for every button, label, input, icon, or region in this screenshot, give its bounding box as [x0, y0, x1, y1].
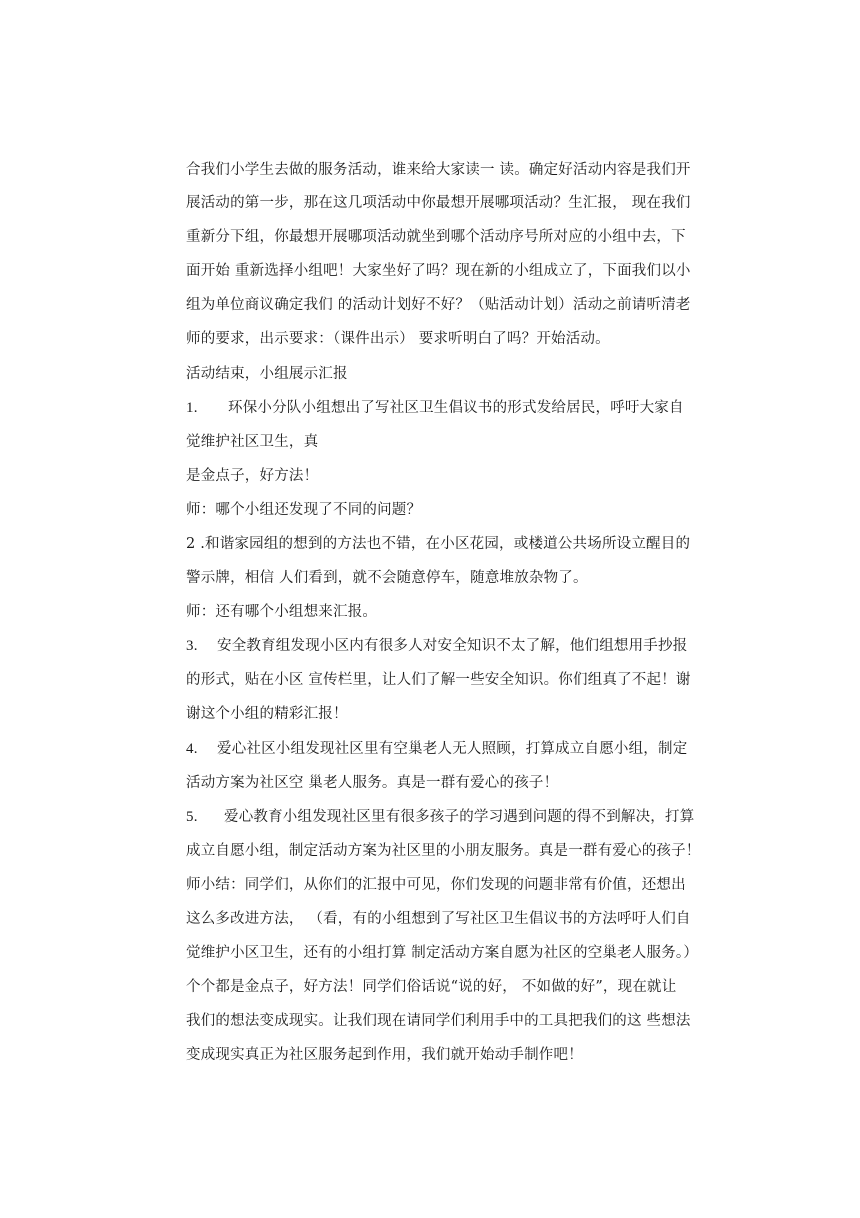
list-number: 1. [186, 400, 198, 416]
list-item-1 [186, 398, 684, 418]
section-heading: 活动结束，小组展示汇报 [186, 366, 348, 382]
paragraph-line: 我们的想法变成现实。让我们现在请同学们利用手中的工具把我们的这 些想法 [186, 1013, 691, 1029]
paragraph-line: 谢这个小组的精彩汇报！ [186, 706, 348, 722]
list-number: 3. [186, 638, 198, 654]
list-number: 5. [186, 809, 198, 825]
list-item-5 [186, 807, 694, 827]
paragraph-line: 师小结：同学们，从你们的汇报中可见，你们发现的问题非常有价值，还想出 [186, 877, 686, 893]
paragraph-line: 师的要求，出示要求：（课件出示） 要求听明白了吗？开始活动。 [186, 331, 610, 347]
list-text: 环保小分队小组想出了写社区卫生倡议书的形式发给居民，呼吁大家自 [228, 400, 684, 416]
paragraph-line: 变成现实真正为社区服务起到作用，我们就开始动手制作吧！ [186, 1047, 583, 1063]
list-item-4 [186, 739, 687, 759]
paragraph-line: 的形式，贴在小区 宣传栏里，让人们了解一些安全知识。你们组真了不起！谢 [186, 672, 691, 688]
list-number: 4. [186, 741, 198, 757]
paragraph-line: 师：哪个小组还发现了不同的问题？ [186, 502, 422, 518]
paragraph-line: 师：还有哪个小组想来汇报。 [186, 604, 378, 620]
list-item-2: 2 .和谐家园组的想到的方法也不错，在小区花园，或楼道公共场所设立醒目的 [186, 536, 691, 552]
paragraph-line: 个个都是金点子，好方法！同学们俗话说“说的好， 不如做的好”，现在就让 [186, 979, 677, 995]
paragraph-line: 是金点子，好方法！ [186, 468, 319, 484]
list-text: 爱心教育小组发现社区里有很多孩子的学习遇到问题的得不到解决，打算 [224, 809, 695, 825]
paragraph-line: 面开始 重新选择小组吧！大家坐好了吗？现在新的小组成立了，下面我们以小 [186, 263, 691, 279]
list-item-3 [186, 636, 687, 656]
paragraph-line: 觉维护社区卫生，真 [186, 434, 319, 450]
paragraph-line: 组为单位商议确定我们 的活动计划好不好？（贴活动计划）活动之前请听清老 [186, 297, 691, 313]
paragraph-line: 合我们小学生去做的服务活动，谁来给大家读一 读。确定好活动内容是我们开 [186, 162, 691, 178]
paragraph-line: 觉维护小区卫生，还有的小组打算 制定活动方案自愿为社区的空巢老人服务。） [186, 945, 699, 961]
list-text: 安全教育组发现小区内有很多人对安全知识不太了解，他们组想用手抄报 [217, 638, 688, 654]
paragraph-line: 展活动的第一步，那在这几项活动中你最想开展哪项活动？生汇报， 现在我们 [186, 195, 691, 211]
paragraph-line: 这么多改进方法， （看，有的小组想到了写社区卫生倡议书的方法呼吁人们自 [186, 911, 691, 927]
paragraph-line: 活动方案为社区空 巢老人服务。真是一群有爱心的孩子！ [186, 775, 559, 791]
paragraph-line: 警示牌，相信 人们看到，就不会随意停车，随意堆放杂物了。 [186, 570, 588, 586]
paragraph-line: 重新分下组，你最想开展哪项活动就坐到哪个活动序号所对应的小组中去，下 [186, 229, 686, 245]
list-text: 爱心社区小组发现社区里有空巢老人无人照顾，打算成立自愿小组，制定 [217, 741, 688, 757]
paragraph-line: 成立自愿小组，制定活动方案为社区里的小朋友服务。真是一群有爱心的孩子！ [186, 843, 701, 859]
